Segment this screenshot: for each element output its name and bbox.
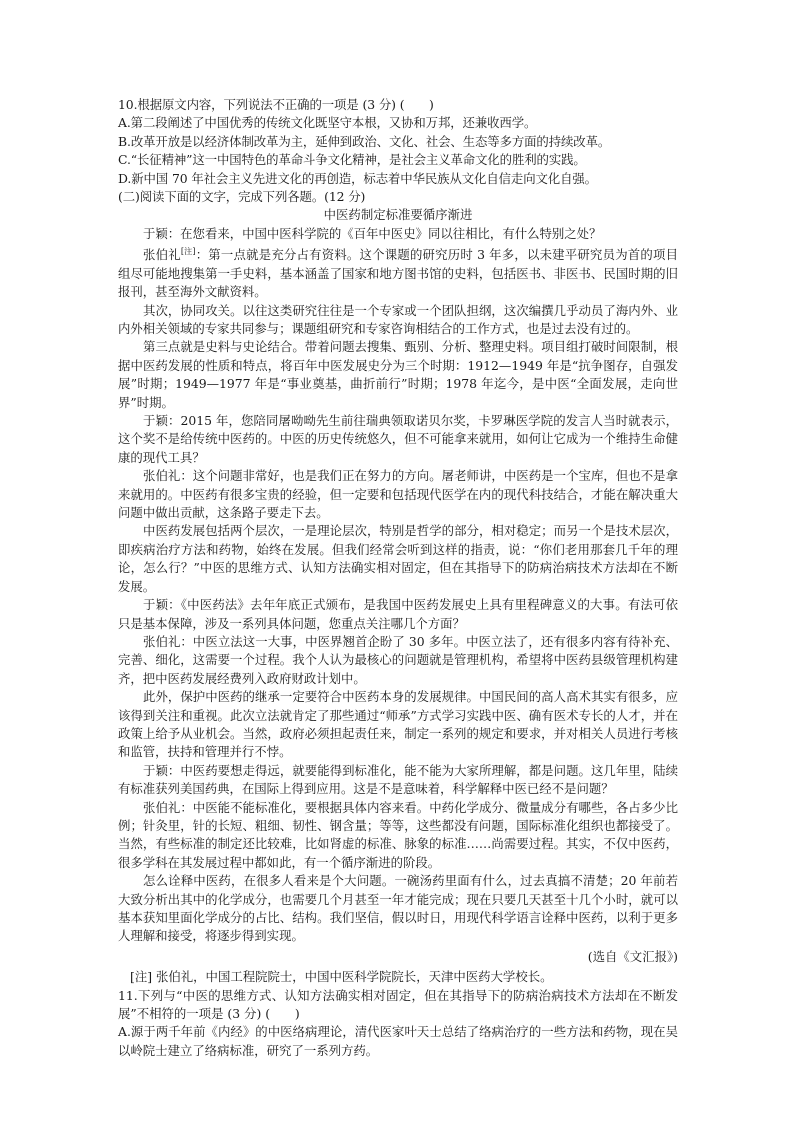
article-paragraph: 于颖：在您看来，中国中医科学院的《百年中医史》同以往相比，有什么特别之处？ — [143, 225, 602, 241]
article-paragraph: 怎么诠释中医药，在很多人看来是个大问题。一碗汤药里面有什么，过去真搞不清楚；20 年前若大致分析出其中的化学成分，也需要几个月甚至一年才能完成；现在只要几天甚至十几个小时，就可以基本获知里面化学成分的占比、结构。我们坚信，假以时日，用现代科学语言诠释中医药，以利于更多人理解和接受，将逐步得到实现。 — [118, 873, 678, 944]
question-10-option-a: A.第二段阐述了中国优秀的传统文化既坚守本根，又协和万邦，还兼收西学。 — [118, 115, 537, 131]
article-paragraph: 张伯礼：中医立法这一大事，中医界翘首企盼了 30 多年。中医立法了，还有很多内容有待补充、完善、细化，这需要一个过程。我个人认为最核心的问题就是管理机构，希望将中医药县级管理机构建齐，把中医药发展经费列入政府财政计划中。 — [118, 633, 678, 686]
footnote-marker: [注] — [180, 247, 196, 257]
document-page — [118, 96, 678, 1060]
article-paragraph — [118, 243, 678, 301]
article-paragraph: 张伯礼：中医能不能标准化，要根据具体内容来看。中药化学成分、微量成分有哪些，各占多少比例；针灸里，针的长短、粗细、韧性、钢含量；等等，这些都没有问题，国际标准化组织也都接受了。当然，有些标准的制定还比较难，比如肾虚的标准、脉象的标准……尚需要过程。其实，不仅中医药，很多学科在其发展过程中都如此，有一个循序渐进的阶段。 — [118, 799, 678, 870]
article-paragraph: 于颖：中医药要想走得远，就要能得到标准化，能不能为大家所理解，都是问题。这几年里，陆续有标准获列美国药典，在国际上得到应用。这是不是意味着，科学解释中医已经不是问题？ — [118, 762, 678, 797]
question-10-stem: 10.根据原文内容，下列说法不正确的一项是 (3 分) ( ) — [118, 97, 434, 112]
article-paragraph: 第三点就是史料与史论结合。带着问题去搜集、甄别、分析、整理史料。项目组打破时间限制，根据中医药发展的性质和特点，将百年中医发展史分为三个时期：1912—1949 年是“抗争图存，自强发展”时期；1949—1977 年是“事业奠基，曲折前行”时期；1978 年迄今，是中医“全面发展，走向世界”时期。 — [118, 339, 678, 410]
article-title: 中医药制定标准要循序渐进 — [323, 207, 473, 223]
speaker-name: 张伯礼 — [143, 247, 181, 263]
question-11-stem: 11.下列与“中医的思维方式、认知方法确实相对固定，但在其指导下的防病治病技术方法却在不断发展”不相符的一项是 (3 分) ( ) — [118, 987, 678, 1022]
question-10-option-b: B.改革开放是以经济体制改革为主，延伸到政治、文化、社会、生态等多方面的持续改革。 — [118, 133, 611, 149]
article-paragraph: 此外，保护中医药的继承一定要符合中医药本身的发展规律。中国民间的高人高术其实有很多，应该得到关注和重视。此次立法就肯定了那些通过“师承”方式学习实践中医、确有医术专长的人才，并在政策上给予从业机会。当然，政府必须担起责任来，制定一系列的规定和要求，并对相关人员进行考核和监管，扶持和管理并行不悖。 — [118, 689, 678, 760]
question-10-option-d: D.新中国 70 年社会主义先进文化的再创造，标志着中华民族从文化自信走向文化自强。 — [118, 170, 597, 186]
question-11-option-a: A.源于两千年前《内经》的中医络病理论，清代医家叶天士总结了络病治疗的一些方法和药物，现在吴以岭院士建立了络病标准，研究了一系列方药。 — [118, 1024, 678, 1058]
paragraph-text: ：第一点就是充分占有资料。这个课题的研究历时 3 年多，以未建平研究员为首的项目组尽可能地搜集第一手史料，基本涵盖了国家和地方图书馆的史料，包括医书、非医书、民国时期的旧报刊，甚至海外文献资料。 — [118, 247, 678, 300]
article-source: (选自《文汇报》) — [587, 948, 678, 964]
article-footnote: [注] 张伯礼，中国工程院院士，中国中医科学院院长，天津中医药大学校长。 — [130, 969, 553, 985]
section-2-heading: (二)阅读下面的文字，完成下列各题。(12 分) — [118, 189, 366, 205]
question-10-option-c: C.“长征精神”这一中国特色的革命斗争文化精神，是社会主义革命文化的胜利的实践。 — [118, 152, 586, 168]
article-paragraph: 中医药发展包括两个层次，一是理论层次，特别是哲学的部分，相对稳定；而另一个是技术层次，即疾病治疗方法和药物，始终在发展。但我们经常会听到这样的指责，说：“你们老用那套几千年的理论，怎么行？”中医的思维方式、认知方法确实相对固定，但在其指导下的防病治病技术方法却在不断发展。 — [118, 523, 678, 594]
article-paragraph: 其次，协同攻关。以往这类研究往往是一个专家或一个团队担纲，这次编撰几乎动员了海内外、业内外相关领域的专家共同参与；课题组研究和专家咨询相结合的工作方式，也是过去没有过的。 — [118, 302, 678, 336]
article-paragraph: 张伯礼：这个问题非常好，也是我们正在努力的方向。屠老师讲，中医药是一个宝库，但也不是拿来就用的。中医药有很多宝贵的经验，但一定要和包括现代医学在内的现代科技结合，才能在解决重大问题中做出贡献，这条路子要走下去。 — [118, 468, 678, 521]
article-paragraph: 于颖：《中医药法》去年年底正式颁布，是我国中医药发展史上具有里程碑意义的大事。有法可依只是基本保障，涉及一系列具体问题，您重点关注哪几个方面？ — [118, 597, 678, 631]
article-paragraph: 于颖：2015 年，您陪同屠呦呦先生前往瑞典领取诺贝尔奖，卡罗琳医学院的发言人当时就表示，这个奖不是给传统中医药的。中医的历史传统悠久，但不可能拿来就用，如何让它成为一个维持生命健康的现代工具？ — [118, 413, 678, 465]
